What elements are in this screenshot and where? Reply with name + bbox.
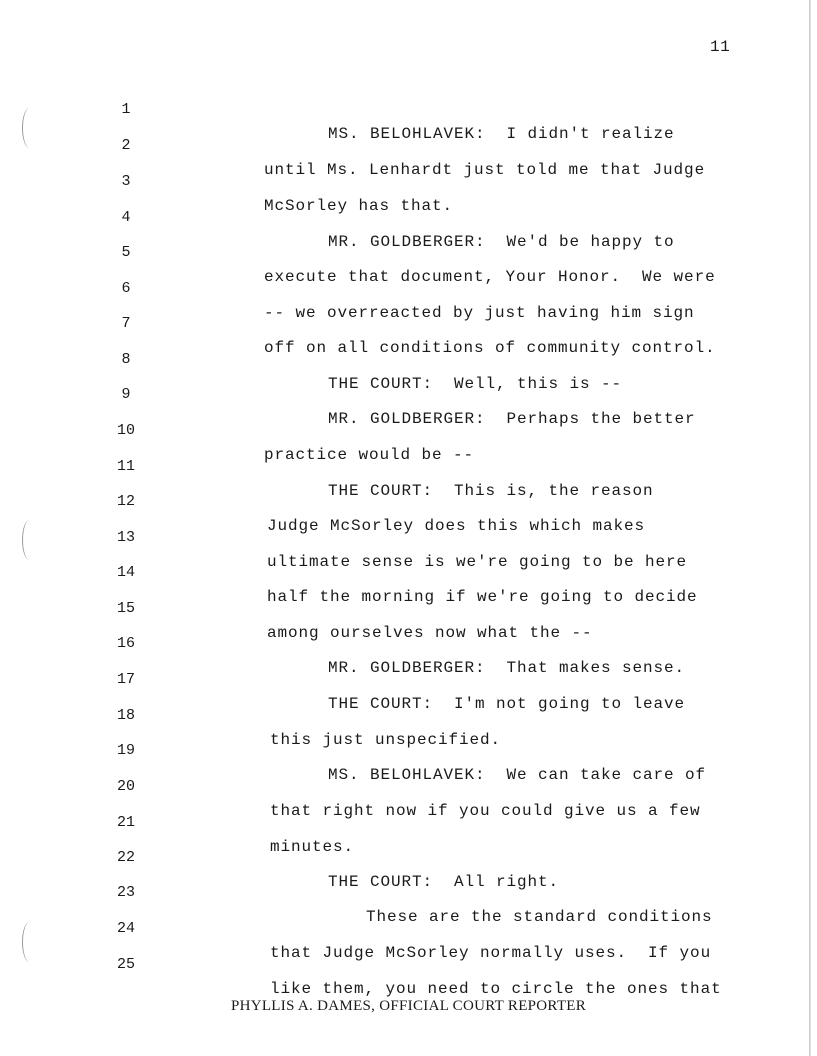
transcript-line [0,680,790,749]
transcript-line [0,395,790,464]
transcript-line [0,644,790,713]
transcript-line [0,751,790,820]
transcript-line [0,929,790,998]
transcript-line [0,253,790,322]
line-text: -- we overreacted by just having him sign [264,304,695,322]
transcript-line [0,573,790,642]
transcript-line [0,431,790,500]
line-number: 11 [116,458,135,475]
line-number: 24 [116,920,135,937]
line-number: 10 [116,422,135,439]
line-number: 22 [116,849,135,866]
line-number: 3 [121,173,131,190]
line-number: 13 [116,529,135,546]
line-text: THE COURT: I'm not going to leave [328,695,686,713]
line-number: 20 [116,778,135,795]
line-text: this just unspecified. [270,731,502,749]
line-text: execute that document, Your Honor. We were [264,268,716,286]
line-number: 8 [121,351,131,368]
line-text: MR. GOLDBERGER: We'd be happy to [328,233,675,251]
transcript-line [0,787,790,856]
transcript-line [0,110,790,179]
transcript-line [0,324,790,393]
transcript-line [0,146,790,215]
line-number: 7 [121,315,131,332]
transcript-line [0,502,790,571]
line-text: These are the standard conditions [366,908,713,926]
line-number: 14 [116,564,135,581]
line-text: THE COURT: Well, this is -- [328,375,623,393]
line-text: ultimate sense is we're going to be here [267,553,688,571]
line-text: minutes. [270,838,355,856]
line-number: 4 [121,209,131,226]
line-number: 25 [116,956,135,973]
line-text: Judge McSorley does this which makes [267,517,646,535]
line-number: 9 [121,386,131,403]
line-number: 12 [116,493,135,510]
transcript-line [0,182,790,251]
line-text: until Ms. Lenhardt just told me that Judge [264,161,706,179]
line-number: 6 [121,280,131,297]
line-text: MS. BELOHLAVEK: We can take care of [328,766,707,784]
line-text: off on all conditions of community control. [264,339,716,357]
line-text: MS. BELOHLAVEK: I didn't realize [328,125,675,143]
line-number: 1 [121,101,131,118]
line-number: 18 [116,707,135,724]
line-text: THE COURT: All right. [328,873,560,891]
transcript-line [0,74,790,143]
line-text: practice would be -- [264,446,475,464]
line-number: 23 [116,884,135,901]
line-text: MR. GOLDBERGER: That makes sense. [328,659,686,677]
line-number: 15 [116,600,135,617]
line-text: that right now if you could give us a few [270,802,701,820]
reporter-footer: PHYLLIS A. DAMES, OFFICIAL COURT REPORTER [230,998,587,1014]
line-text: among ourselves now what the -- [267,624,593,642]
line-text: that Judge McSorley normally uses. If you [270,944,712,962]
line-text: MR. GOLDBERGER: Perhaps the better [328,410,696,428]
line-text: THE COURT: This is, the reason [328,482,654,500]
line-number: 5 [121,244,131,261]
line-text: McSorley has that. [264,197,454,215]
line-number: 21 [116,814,135,831]
line-number: 17 [116,671,135,688]
line-number: 16 [116,635,135,652]
line-number: 19 [116,742,135,759]
line-text: like them, you need to circle the ones that [270,980,722,998]
line-text: half the morning if we're going to decide [267,588,698,606]
line-number: 2 [121,137,131,154]
page-number: 11 [710,38,731,56]
transcript-line [0,893,790,962]
